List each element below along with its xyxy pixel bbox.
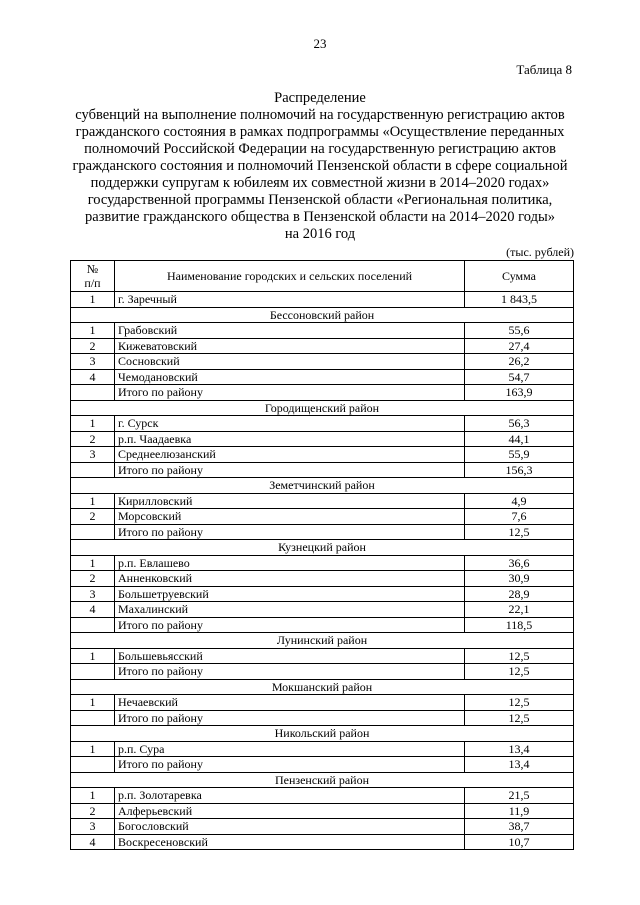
row-sum: 54,7 [465, 369, 574, 385]
header-num [71, 261, 115, 292]
row-sum: 55,6 [465, 323, 574, 339]
district-header-row [71, 772, 574, 788]
row-number: 1 [71, 648, 115, 664]
district-title: Никольский район [71, 726, 574, 742]
row-number: 1 [71, 741, 115, 757]
total-label: Итого по району [115, 524, 465, 540]
table-row [71, 323, 574, 339]
row-name: р.п. Золотаревка [115, 788, 465, 804]
title-line: поддержки супругам к юбилеям их совместной жизни в 2014–2020 годах» [90, 175, 550, 191]
table-row [71, 586, 574, 602]
row-number: 4 [71, 369, 115, 385]
row-name: Сосновский [115, 354, 465, 370]
table-row [71, 571, 574, 587]
table-row [71, 447, 574, 463]
total-sum: 118,5 [465, 617, 574, 633]
distribution-table [70, 260, 574, 850]
row-sum: 36,6 [465, 555, 574, 571]
table-row [71, 555, 574, 571]
table-row [71, 834, 574, 850]
district-total-row [71, 617, 574, 633]
total-sum: 12,5 [465, 664, 574, 680]
district-title: Кузнецкий район [71, 540, 574, 556]
row-sum: 38,7 [465, 819, 574, 835]
row-number: 3 [71, 819, 115, 835]
row-name: Чемодановский [115, 369, 465, 385]
district-total-row [71, 524, 574, 540]
row-name: Кижеватовский [115, 338, 465, 354]
title-line: государственной программы Пензенской области «Региональная политика, [87, 192, 553, 208]
row-number: 4 [71, 602, 115, 618]
row-name: Махалинский [115, 602, 465, 618]
table-header-row [71, 261, 574, 292]
total-sum: 163,9 [465, 385, 574, 401]
row-number: 2 [71, 509, 115, 525]
row-sum: 10,7 [465, 834, 574, 850]
row-sum: 1 843,5 [465, 292, 574, 308]
table-row [71, 354, 574, 370]
title-line: на 2016 год [284, 226, 356, 242]
district-header-row [71, 478, 574, 494]
total-number [71, 710, 115, 726]
row-number: 2 [71, 803, 115, 819]
total-label: Итого по району [115, 757, 465, 773]
district-total-row [71, 462, 574, 478]
row-number: 2 [71, 431, 115, 447]
row-number: 3 [71, 354, 115, 370]
table-row [71, 509, 574, 525]
row-sum: 56,3 [465, 416, 574, 432]
row-number: 1 [71, 493, 115, 509]
row-name: р.п. Сура [115, 741, 465, 757]
row-number: 1 [71, 416, 115, 432]
district-title: Городищенский район [71, 400, 574, 416]
document-title [60, 90, 580, 243]
district-header-row [71, 679, 574, 695]
total-number [71, 385, 115, 401]
total-label: Итого по району [115, 664, 465, 680]
table-row [71, 602, 574, 618]
district-title: Пензенский район [71, 772, 574, 788]
row-number: 1 [71, 555, 115, 571]
row-sum: 55,9 [465, 447, 574, 463]
title-line: гражданского состояния и полномочий Пензенской области в сфере социальной [72, 158, 568, 174]
district-title: Бессоновский район [71, 307, 574, 323]
header-name: Наименование городских и сельских поселений [115, 261, 465, 292]
row-number: 1 [71, 788, 115, 804]
table-row [71, 788, 574, 804]
row-name: Грабовский [115, 323, 465, 339]
row-name: Среднеелюзанский [115, 447, 465, 463]
table-row [71, 695, 574, 711]
row-name: г. Сурск [115, 416, 465, 432]
row-sum: 13,4 [465, 741, 574, 757]
row-sum: 11,9 [465, 803, 574, 819]
total-sum: 156,3 [465, 462, 574, 478]
total-sum: 12,5 [465, 524, 574, 540]
district-title: Земетчинский район [71, 478, 574, 494]
title-line: полномочий Российской Федерации на государственную регистрацию актов [84, 141, 556, 157]
row-sum: 4,9 [465, 493, 574, 509]
table-row [71, 416, 574, 432]
row-sum: 12,5 [465, 695, 574, 711]
row-number: 2 [71, 571, 115, 587]
district-header-row [71, 400, 574, 416]
table-label: Таблица 8 [516, 62, 572, 77]
total-number [71, 757, 115, 773]
table-row [71, 648, 574, 664]
total-number [71, 524, 115, 540]
row-number: 2 [71, 338, 115, 354]
table-row [71, 493, 574, 509]
table-row [71, 369, 574, 385]
total-label: Итого по району [115, 710, 465, 726]
header-sum: Сумма [465, 261, 574, 292]
row-sum: 26,2 [465, 354, 574, 370]
total-label: Итого по району [115, 385, 465, 401]
title-line: Распределение [274, 90, 366, 106]
total-sum: 13,4 [465, 757, 574, 773]
row-name: г. Заречный [115, 292, 465, 308]
table-row [71, 741, 574, 757]
district-title: Мокшанский район [71, 679, 574, 695]
row-sum: 12,5 [465, 648, 574, 664]
row-name: Морсовский [115, 509, 465, 525]
row-number: 3 [71, 586, 115, 602]
row-name: Богословский [115, 819, 465, 835]
row-sum: 30,9 [465, 571, 574, 587]
row-sum: 27,4 [465, 338, 574, 354]
row-sum: 7,6 [465, 509, 574, 525]
district-title: Лунинский район [71, 633, 574, 649]
title-line: развитие гражданского общества в Пензенской области на 2014–2020 годы» [85, 209, 555, 225]
row-name: р.п. Чаадаевка [115, 431, 465, 447]
row-number: 1 [71, 292, 115, 308]
row-name: Воскресеновский [115, 834, 465, 850]
district-total-row [71, 385, 574, 401]
units-label: (тыс. рублей) [506, 245, 574, 259]
district-header-row [71, 307, 574, 323]
row-name: р.п. Евлашево [115, 555, 465, 571]
row-name: Нечаевский [115, 695, 465, 711]
row-name: Алферьевский [115, 803, 465, 819]
table-row [71, 338, 574, 354]
table-row [71, 803, 574, 819]
table-row [71, 431, 574, 447]
row-sum: 21,5 [465, 788, 574, 804]
district-total-row [71, 710, 574, 726]
total-label: Итого по району [115, 617, 465, 633]
district-total-row [71, 757, 574, 773]
row-number: 1 [71, 695, 115, 711]
row-number: 3 [71, 447, 115, 463]
row-sum: 28,9 [465, 586, 574, 602]
row-sum: 22,1 [465, 602, 574, 618]
total-number [71, 664, 115, 680]
district-header-row [71, 633, 574, 649]
total-number [71, 462, 115, 478]
row-name: Большетруевский [115, 586, 465, 602]
row-number: 1 [71, 323, 115, 339]
row-sum: 44,1 [465, 431, 574, 447]
title-line: гражданского состояния в рамках подпрограммы «Осуществление переданных [75, 124, 565, 140]
header-num-line1: № [86, 262, 99, 276]
total-label: Итого по району [115, 462, 465, 478]
district-header-row [71, 726, 574, 742]
total-number [71, 617, 115, 633]
table-row [71, 292, 574, 308]
total-sum: 12,5 [465, 710, 574, 726]
header-num-line2: п/п [84, 276, 101, 290]
row-name: Анненковский [115, 571, 465, 587]
row-name: Кирилловский [115, 493, 465, 509]
table-row [71, 819, 574, 835]
title-line: субвенций на выполнение полномочий на государственную регистрацию актов [75, 107, 565, 123]
row-name: Большевьясский [115, 648, 465, 664]
district-total-row [71, 664, 574, 680]
row-number: 4 [71, 834, 115, 850]
page-number: 23 [313, 36, 327, 51]
district-header-row [71, 540, 574, 556]
